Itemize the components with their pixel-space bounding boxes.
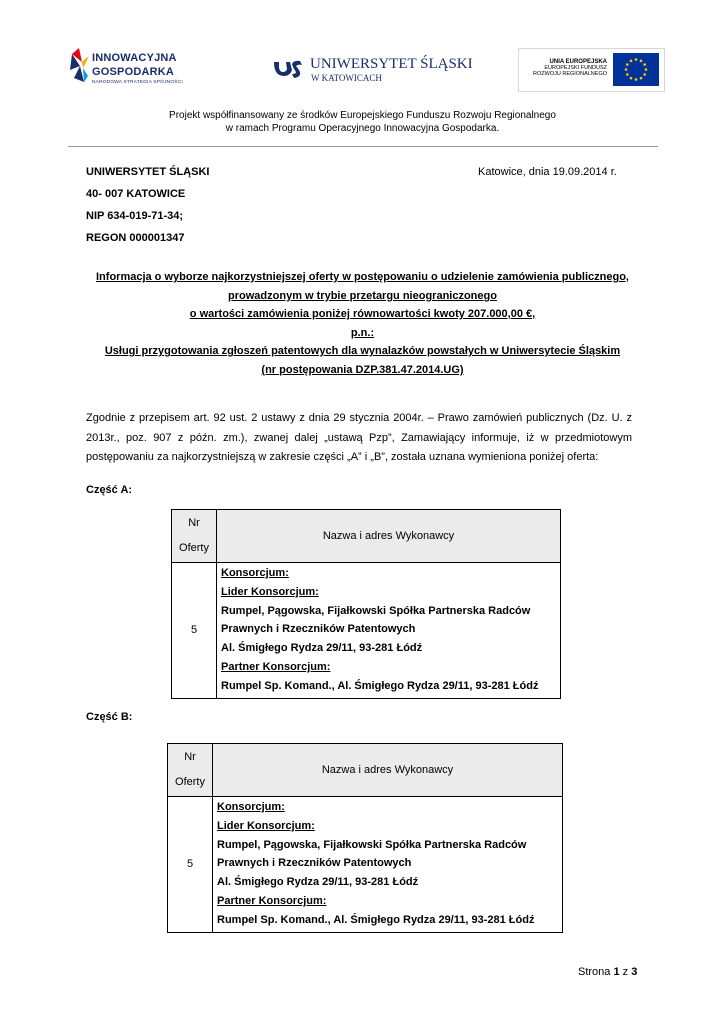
offer-details — [217, 563, 561, 699]
col-nr-label-1: Nr — [184, 751, 196, 763]
body-paragraph: Zgodnie z przepisem art. 92 ust. 2 ustawy z dnia 29 stycznia 2004r. – Prawo zamówień publicznych (Dz. U. z 2013r., poz. 907 z późn. zm.), zwanej dalej „ustawą Pzp”, Zamawiający informuje, iż w przedmiotowym postępowaniu za najkorzystniejszą w zakresie części „A” i „B”, została uznana wymieniona poniżej oferta: — [86, 412, 632, 463]
title-line4: p.n.: — [350, 327, 375, 339]
page-total: 3 — [631, 966, 638, 978]
title-line5: Usługi przygotowania zgłoszeń patentowych dla wynalazków powstałych w Uniwersytecie Śląskim — [104, 345, 621, 357]
col-name-header: Nazwa i adres Wykonawcy — [213, 744, 563, 797]
eu-star-icon — [640, 60, 643, 63]
col-nr-label-2: Oferty — [175, 776, 205, 788]
eu-flag-icon — [613, 53, 659, 86]
part-a-table — [171, 509, 561, 699]
ig-logo-line3: NARODOWA STRATEGIA SPÓJNOŚCI — [92, 80, 183, 85]
us-logo-line2: W KATOWICACH — [311, 73, 382, 83]
header-divider — [68, 146, 658, 147]
project-cofinancing-note — [0, 109, 725, 135]
offer-line: Prawnych i Rzeczników Patentowych — [217, 857, 412, 870]
offer-line: Rumpel, Pągowska, Fijałkowski Spółka Partnerska Radców — [217, 838, 527, 851]
table-header-row — [172, 510, 561, 563]
us-logo-line1: UNIWERSYTET ŚLĄSKI — [310, 56, 473, 72]
eu-star-icon — [635, 58, 638, 61]
table-row — [168, 797, 563, 933]
eu-star-icon — [630, 60, 633, 63]
table-header-row — [168, 744, 563, 797]
ue-logo-line3: ROZWOJU REGIONALNEGO — [533, 71, 607, 77]
project-note-line1: Projekt współfinansowany ze środków Europejskiego Funduszu Rozwoju Regionalnego — [169, 110, 556, 121]
offer-number: 5 — [172, 563, 217, 699]
part-b-label: Część B: — [86, 711, 133, 723]
eu-star-icon — [645, 68, 648, 71]
offer-line: Al. Śmigłego Rydza 29/11, 93-281 Łódź — [221, 642, 423, 655]
eu-star-icon — [635, 78, 638, 81]
us-emblem-icon — [272, 58, 304, 80]
page-prefix: Strona — [578, 966, 614, 978]
eu-star-icon — [625, 68, 628, 71]
eu-star-icon — [643, 63, 646, 66]
document-date: Katowice, dnia 19.09.2014 r. — [478, 166, 617, 178]
sender-city: 40- 007 KATOWICE — [86, 188, 186, 200]
eu-star-icon — [630, 77, 633, 80]
eu-star-icon — [640, 77, 643, 80]
part-a-label: Część A: — [86, 484, 133, 496]
offer-line: Rumpel Sp. Komand., Al. Śmigłego Rydza 29/11, 93-281 Łódź — [221, 679, 539, 692]
sender-name: UNIWERSYTET ŚLĄSKI — [86, 166, 210, 178]
offer-line: Rumpel Sp. Komand., Al. Śmigłego Rydza 29/11, 93-281 Łódź — [217, 913, 535, 926]
offer-line: Konsorcjum: — [217, 801, 285, 813]
offer-line: Partner Konsorcjum: — [221, 660, 331, 673]
offer-line: Konsorcjum: — [221, 567, 289, 579]
offer-details — [213, 797, 563, 933]
col-nr-header — [172, 510, 217, 563]
offer-line: Al. Śmigłego Rydza 29/11, 93-281 Łódź — [217, 876, 419, 889]
offer-line: Prawnych i Rzeczników Patentowych — [221, 623, 416, 636]
sender-regon: REGON 000001347 — [86, 232, 185, 244]
unia-europejska-logo — [518, 48, 665, 92]
eu-star-icon — [626, 63, 629, 66]
eu-star-icon — [626, 73, 629, 76]
eu-star-icon — [643, 73, 646, 76]
innowacyjna-gospodarka-logo — [68, 44, 208, 92]
table-row — [172, 563, 561, 699]
page-footer — [578, 966, 637, 978]
page-sep: z — [619, 966, 632, 978]
col-nr-label-2: Oferty — [179, 542, 209, 554]
title-line2: prowadzonym w trybie przetargu nieograniczonego — [228, 290, 497, 302]
ig-logo-line2: GOSPODARKA — [92, 66, 175, 78]
project-note-line2: w ramach Programu Operacyjnego Innowacyjna Gospodarka. — [225, 123, 500, 134]
uniwersytet-slaski-logo — [272, 56, 472, 86]
offer-line: Rumpel, Pągowska, Fijałkowski Spółka Partnerska Radców — [221, 604, 531, 617]
ig-star-icon — [68, 46, 90, 90]
ue-logo-line2: EUROPEJSKI FUNDUSZ — [544, 65, 607, 71]
title-line3: o wartości zamówienia poniżej równowartości kwoty 207.000,00 €, — [189, 308, 536, 320]
ig-logo-line1: INNOWACYJNA — [92, 52, 177, 64]
offer-line: Lider Konsorcjum: — [217, 819, 315, 832]
ue-logo-line1: UNIA EUROPEJSKA — [549, 59, 607, 65]
sender-nip: NIP 634-019-71-34; — [86, 210, 184, 222]
part-b-table — [167, 743, 563, 933]
offer-line: Partner Konsorcjum: — [217, 894, 327, 907]
col-nr-header — [168, 744, 213, 797]
offer-number: 5 — [168, 797, 213, 933]
offer-line: Lider Konsorcjum: — [221, 585, 319, 598]
title-line1: Informacja o wyborze najkorzystniejszej oferty w postępowaniu o udzielenie zamówienia publicznego, — [96, 271, 629, 283]
col-nr-label-1: Nr — [188, 517, 200, 529]
col-name-header: Nazwa i adres Wykonawcy — [217, 510, 561, 563]
title-line6: (nr postępowania DZP.381.47.2014.UG) — [261, 364, 464, 376]
page-number: 1 — [613, 966, 620, 978]
